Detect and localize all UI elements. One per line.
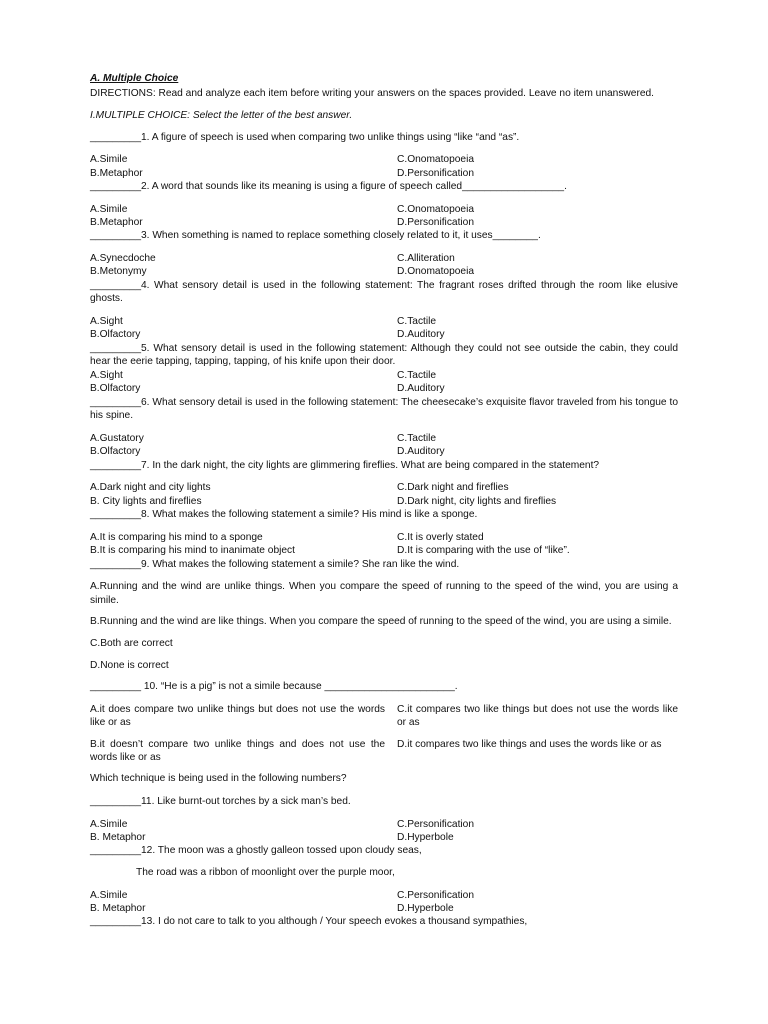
question-8-options — [90, 531, 678, 558]
question-2-options — [90, 203, 678, 230]
option-c: C.It is overly stated — [397, 531, 484, 543]
option-d: D.It is comparing with the use of “like”. — [397, 545, 570, 557]
question-1-options — [90, 153, 678, 180]
option-d: D.it compares two like things and uses the words like or as — [397, 738, 662, 750]
question-7: _________7. In the dark night, the city lights are glimmering fireflies. What are being compared in the statement? — [90, 459, 600, 471]
question-10-options — [90, 703, 678, 773]
worksheet-content — [90, 72, 678, 929]
option-b: B. Metaphor — [90, 832, 146, 843]
question-4-options — [90, 315, 678, 342]
option-c: C.Personification — [397, 889, 475, 901]
question-12: _________12. The moon was a ghostly galleon tossed upon cloudy seas, — [90, 845, 422, 857]
option-d: D.Dark night, city lights and fireflies — [397, 495, 557, 507]
option-d: D.Hyperbole — [397, 903, 454, 914]
option-c: C.Tactile — [397, 370, 437, 381]
option-c: C.it compares two like things but does not use the words like or as — [397, 703, 678, 729]
question-5-options — [90, 369, 678, 396]
option-c: C.Alliteration — [397, 253, 455, 264]
option-d: D.Hyperbole — [397, 832, 454, 843]
option-b: B. Metaphor — [90, 903, 146, 914]
option-a: A.Dark night and city lights — [90, 482, 211, 494]
directions-text: DIRECTIONS: Read and analyze each item before writing your answers on the spaces provided. Leave no item unanswered. — [90, 88, 655, 99]
option-a: A.Sight — [90, 370, 123, 381]
option-b: B.Metaphor — [90, 167, 143, 179]
question-11: _________11. Like burnt-out torches by a sick man’s bed. — [90, 796, 351, 807]
option-a: A.it does compare two unlike things but does not use the words like or as — [90, 703, 385, 729]
option-a: A.Simile — [90, 889, 128, 901]
question-6: _________6. What sensory detail is used in the following statement: The cheesecake’s exquisite flavor traveled from his tongue to his spine. — [90, 396, 678, 422]
option-a: A.Simile — [90, 154, 128, 166]
option-c: C.Dark night and fireflies — [397, 482, 509, 494]
question-9: _________9. What makes the following statement a simile? She ran like the wind. — [90, 558, 460, 570]
question-11-options — [90, 818, 678, 845]
option-c: C.Tactile — [397, 316, 437, 327]
question-9-option-b: B.Running and the wind are like things. When you compare the speed of running to the speed of the wind, you are using a simile. — [90, 616, 672, 628]
option-a: A.Sight — [90, 316, 123, 327]
option-c: C.Onomatopoeia — [397, 154, 475, 166]
section-title: A. Multiple Choice — [90, 73, 179, 84]
question-6-options — [90, 432, 678, 459]
option-a: A.Gustatory — [90, 433, 144, 444]
option-d: D.Auditory — [397, 446, 445, 458]
question-12-options — [90, 889, 678, 916]
question-12-line-2: The road was a ribbon of moonlight over the purple moor, — [136, 867, 395, 878]
option-b: B.It is comparing his mind to inanimate object — [90, 545, 295, 557]
question-7-options — [90, 481, 678, 508]
question-4: _________4. What sensory detail is used in the following statement: The fragrant roses drifted through the room like elusive ghosts. — [90, 279, 678, 305]
question-8: _________8. What makes the following statement a simile? His mind is like a sponge. — [90, 509, 478, 521]
option-d: D.Auditory — [397, 329, 445, 341]
option-b: B.it doesn’t compare two unlike things and does not use the words like or as — [90, 738, 385, 763]
option-d: D.Auditory — [397, 383, 445, 395]
technique-prompt: Which technique is being used in the following numbers? — [90, 773, 347, 785]
option-a: A.Simile — [90, 203, 128, 215]
option-c: C.Personification — [397, 818, 475, 830]
option-b: B.Olfactory — [90, 383, 141, 395]
option-b: B. City lights and fireflies — [90, 495, 202, 507]
question-5: _________5. What sensory detail is used in the following statement: Although they could not see outside the cabin, they could hear the eerie tapping, tapping, tapping, of his knife upon their door. — [90, 342, 678, 368]
option-a: A.Synecdoche — [90, 253, 156, 264]
option-d: D.Onomatopoeia — [397, 266, 475, 278]
question-9-option-a: A.Running and the wind are unlike things. When you compare the speed of running to the speed of the wind, you are using a simile. — [90, 581, 678, 606]
subheading: I.MULTIPLE CHOICE: Select the letter of the best answer. — [90, 109, 353, 121]
option-d: D.Personification — [397, 167, 475, 179]
option-b: B.Metonymy — [90, 266, 147, 278]
question-2: _________2. A word that sounds like its meaning is using a figure of speech called__________________. — [90, 181, 567, 192]
option-c: C.Onomatopoeia — [397, 203, 475, 215]
question-3-options — [90, 252, 678, 279]
option-d: D.Personification — [397, 217, 475, 228]
option-a: A.It is comparing his mind to a sponge — [90, 531, 263, 543]
option-c: C.Tactile — [397, 433, 437, 444]
question-9-option-d: D.None is correct — [90, 659, 169, 671]
question-1: _________1. A figure of speech is used when comparing two unlike things using “like “and “as”. — [90, 131, 520, 143]
option-b: B.Metaphor — [90, 217, 143, 228]
option-b: B.Olfactory — [90, 329, 141, 341]
question-9-option-c: C.Both are correct — [90, 638, 173, 649]
option-a: A.Simile — [90, 818, 128, 830]
question-13: _________13. I do not care to talk to you although / Your speech evokes a thousand sympathies, — [90, 916, 528, 928]
question-3: _________3. When something is named to replace something closely related to it, it uses________. — [90, 230, 541, 242]
option-b: B.Olfactory — [90, 446, 141, 458]
question-10: _________ 10. “He is a pig” is not a simile because _______________________. — [90, 681, 458, 693]
